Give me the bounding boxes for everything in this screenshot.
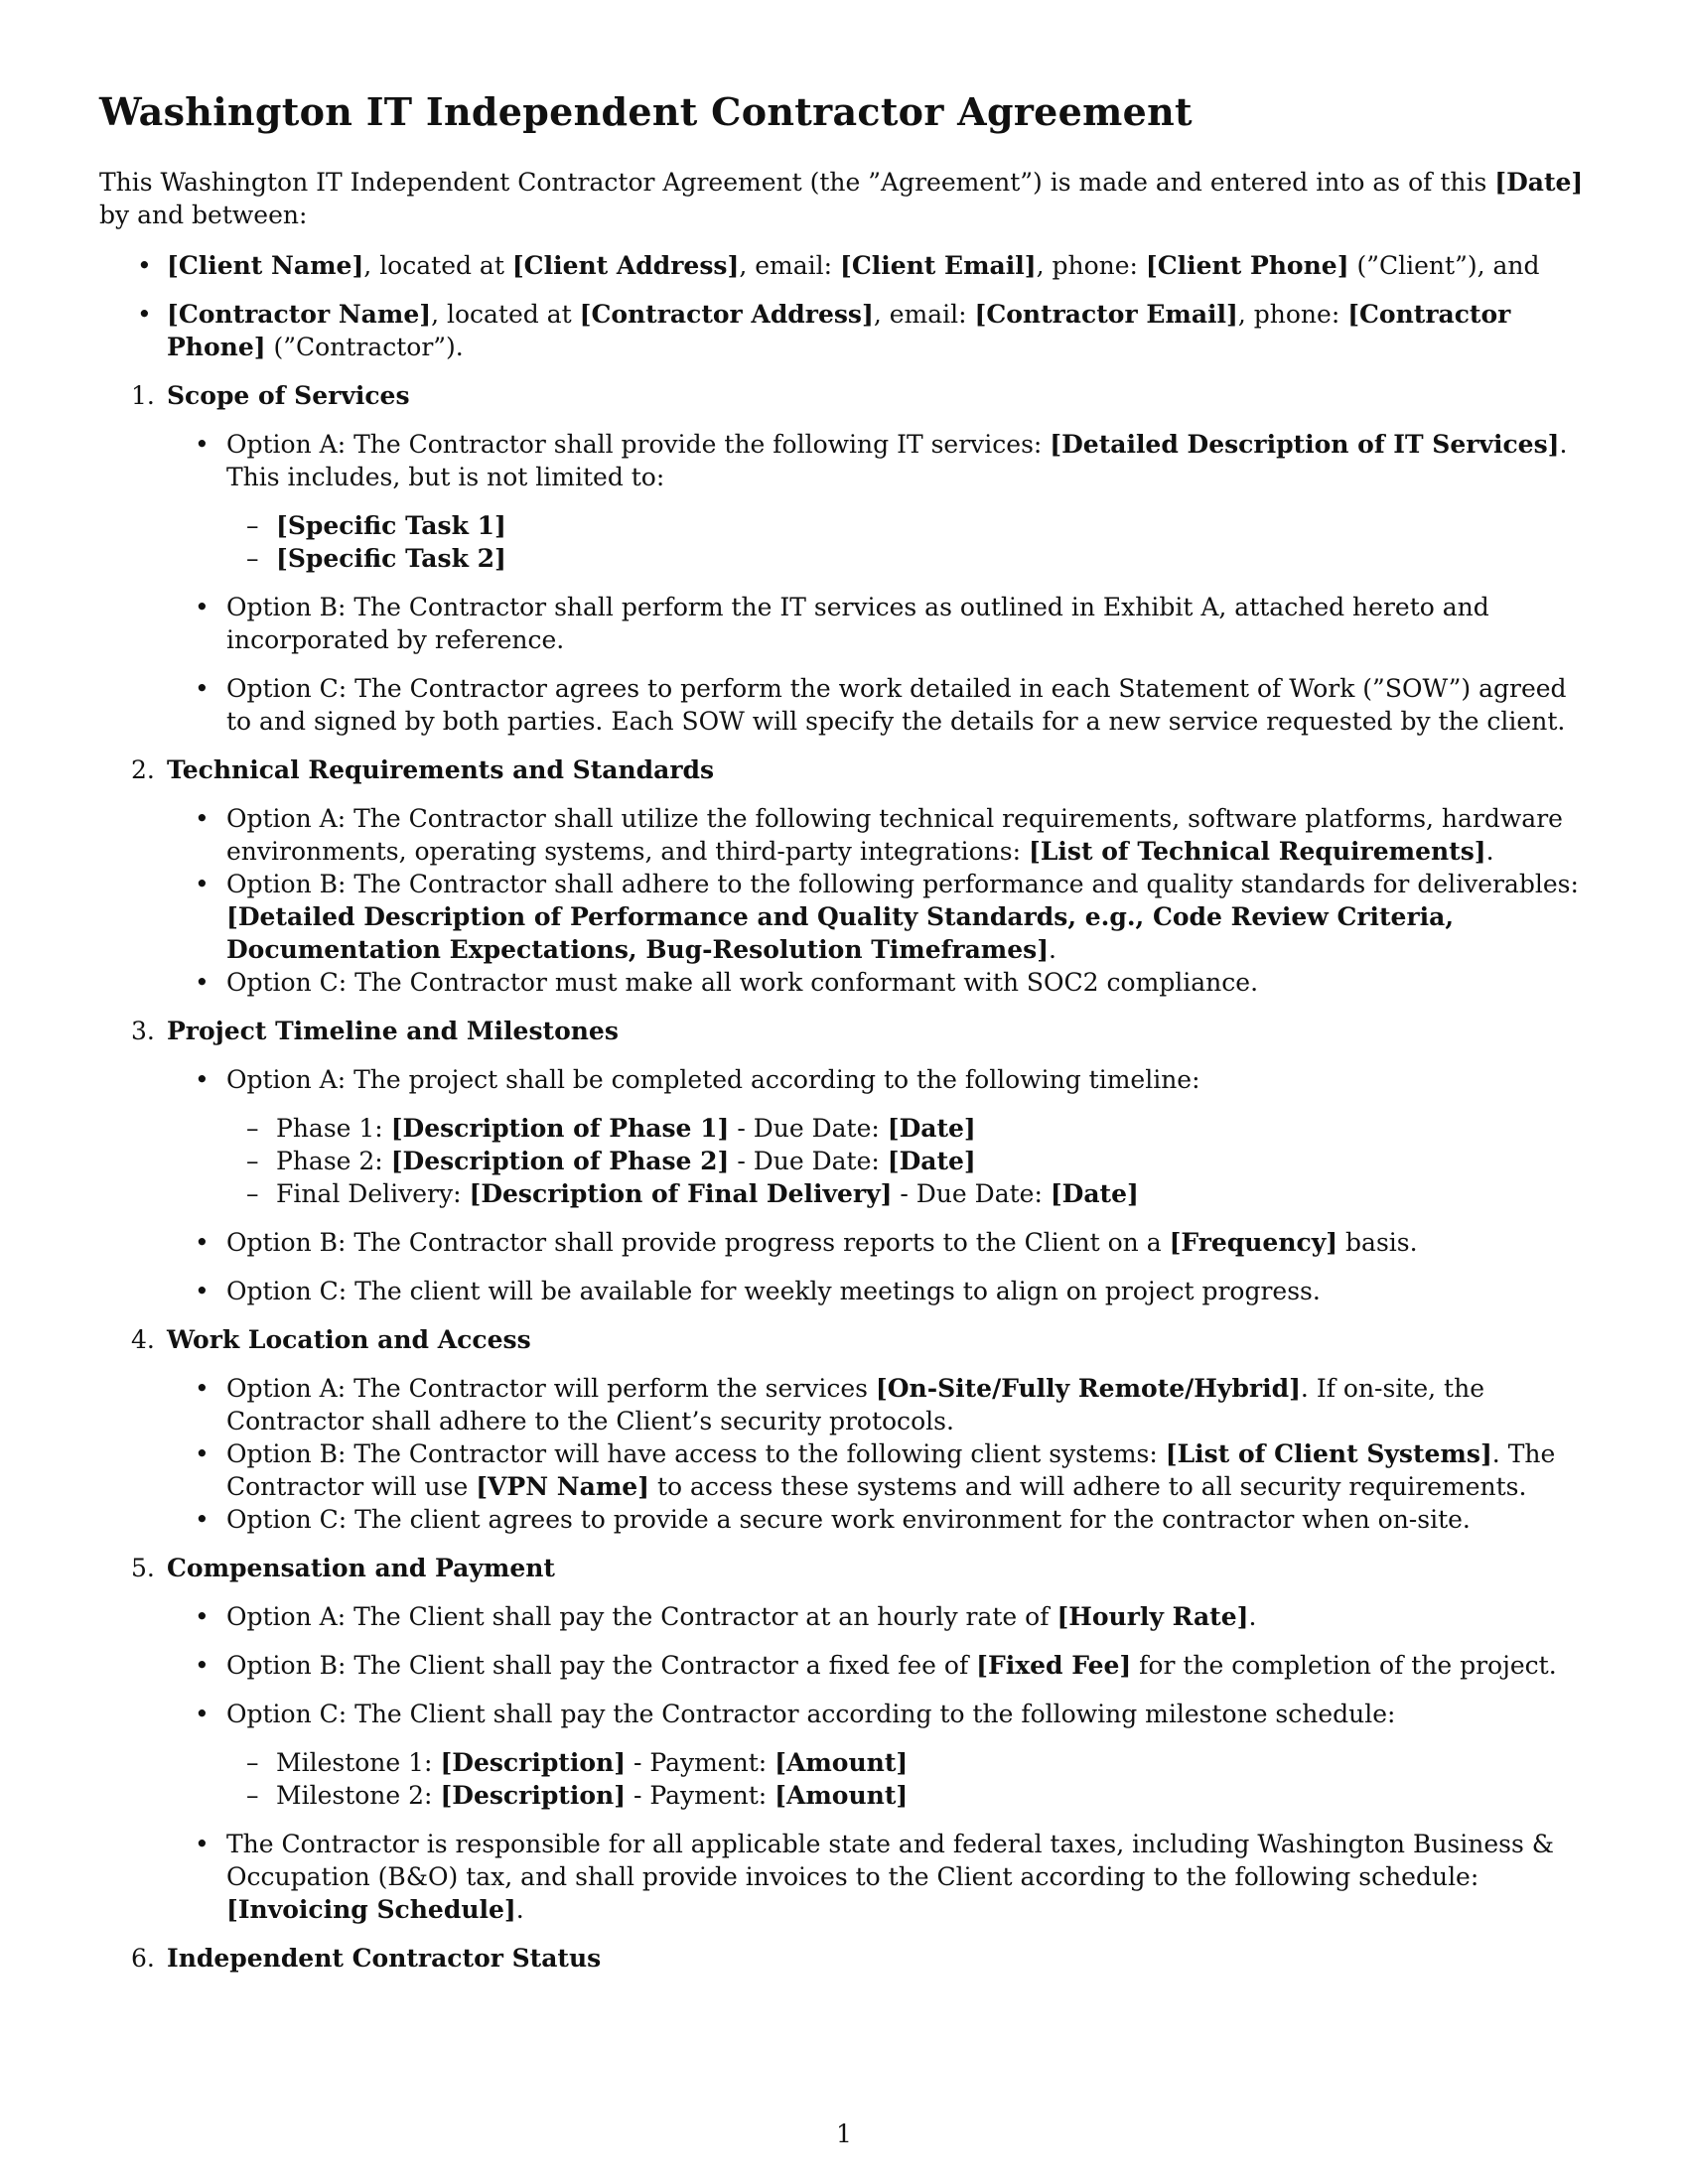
option-c: • Option C: The Client shall pay the Contractor according to the following milestone schedule: – Milestone 1: [Description] - Payment: [Amount] – Milestone 2: [Description] - Payment: [Amount]: [167, 1698, 1589, 1812]
section-work-location: [99, 1323, 1589, 1536]
sub-item: – Milestone 2: [Description] - Payment: [Amount]: [226, 1779, 1589, 1812]
section-technical-requirements: [99, 753, 1589, 999]
section-scope-of-services: [99, 379, 1589, 738]
party-contractor: • [Contractor Name], located at [Contractor Address], email: [Contractor Email], phone: [Contractor Phone] (”Contractor”).: [99, 298, 1589, 363]
section-title: Independent Contractor Status: [167, 1944, 602, 1973]
option-b: • Option B: The Client shall pay the Contractor a fixed fee of [Fixed Fee] for the completion of the project.: [167, 1649, 1589, 1682]
section-title: Project Timeline and Milestones: [167, 1017, 619, 1045]
document-title: Washington IT Independent Contractor Agreement: [99, 89, 1193, 134]
parties-list: [99, 249, 1589, 363]
sub-item: – [Specific Task 1]: [226, 509, 1589, 542]
section-title: Work Location and Access: [167, 1325, 531, 1354]
sub-item: – Phase 1: [Description of Phase 1] - Due Date: [Date]: [226, 1112, 1589, 1145]
tax-responsibility: • The Contractor is responsible for all applicable state and federal taxes, including Washington Business & Occupation (B&O) tax, and shall provide invoices to the Client according to the following schedule: [Invoicing Schedule].: [167, 1828, 1589, 1926]
option-a: • Option A: The Contractor will perform the services [On-Site/Fully Remote/Hybrid]. If on-site, the Contractor shall adhere to the Client’s security protocols.: [167, 1372, 1589, 1437]
section-number: 2.: [131, 755, 155, 784]
option-b: • Option B: The Contractor shall provide progress reports to the Client on a [Frequency] basis.: [167, 1226, 1589, 1259]
sections-list: [99, 379, 1589, 1975]
section-title: Scope of Services: [167, 381, 410, 410]
sub-item: – Phase 2: [Description of Phase 2] - Due Date: [Date]: [226, 1145, 1589, 1177]
section-title: Compensation and Payment: [167, 1554, 555, 1582]
option-b: • Option B: The Contractor shall perform the IT services as outlined in Exhibit A, attached hereto and incorporated by reference.: [167, 591, 1589, 656]
option-a: • Option A: The Client shall pay the Contractor at an hourly rate of [Hourly Rate].: [167, 1600, 1589, 1633]
option-c: • Option C: The client agrees to provide a secure work environment for the contractor when on-site.: [167, 1503, 1589, 1536]
section-independent-contractor-status: [99, 1942, 1589, 1975]
section-title: Technical Requirements and Standards: [167, 755, 715, 784]
intro-paragraph: This Washington IT Independent Contractor Agreement (the ”Agreement”) is made and entered into as of this [Date] by and between:: [99, 168, 1584, 229]
option-c: • Option C: The Contractor must make all work conformant with SOC2 compliance.: [167, 966, 1589, 999]
section-compensation: [99, 1552, 1589, 1926]
option-a: • Option A: The Contractor shall utilize the following technical requirements, software platforms, hardware environments, operating systems, and third-party integrations: [List of Technical Requirements].: [167, 802, 1589, 868]
option-a: • Option A: The Contractor shall provide the following IT services: [Detailed Description of IT Services]. This includes, but is not limited to: – [Specific Task 1] – [Specific Task 2]: [167, 428, 1589, 575]
sub-item: – Milestone 1: [Description] - Payment: [Amount]: [226, 1746, 1589, 1779]
sub-item: – Final Delivery: [Description of Final Delivery] - Due Date: [Date]: [226, 1177, 1589, 1210]
party-client: • [Client Name], located at [Client Address], email: [Client Email], phone: [Client Phone] (”Client”), and: [99, 249, 1589, 282]
option-b: • Option B: The Contractor will have access to the following client systems: [List of Client Systems]. The Contractor will use [VPN Name] to access these systems and will adhere to all security requirements.: [167, 1437, 1589, 1503]
option-c: • Option C: The client will be available for weekly meetings to align on project progress.: [167, 1275, 1589, 1307]
section-number: 1.: [131, 381, 155, 410]
section-project-timeline: [99, 1015, 1589, 1307]
section-number: 6.: [131, 1944, 155, 1973]
section-number: 4.: [131, 1325, 155, 1354]
placeholder-date: [Date]: [1494, 168, 1584, 197]
document-page: [99, 89, 1589, 1988]
option-a: • Option A: The project shall be completed according to the following timeline: – Phase 1: [Description of Phase 1] - Due Date: [Date] – Phase 2: [Description of Phase 2] - Due Date: [Date] – Final Delivery: [Description of Final Delivery] - Due Date: [Date]: [167, 1063, 1589, 1210]
option-b: • Option B: The Contractor shall adhere to the following performance and quality standards for deliverables: [Detailed Description of Performance and Quality Standards, e.g., Code Review Criteria, Documentation Expectations, Bug-Resolution Timeframes].: [167, 868, 1589, 966]
section-number: 5.: [131, 1554, 155, 1582]
section-number: 3.: [131, 1017, 155, 1045]
option-c: • Option C: The Contractor agrees to perform the work detailed in each Statement of Work (”SOW”) agreed to and signed by both parties. Each SOW will specify the details for a new service requested by the client.: [167, 672, 1589, 738]
sub-item: – [Specific Task 2]: [226, 542, 1589, 575]
page-number: 1: [836, 2119, 852, 2148]
